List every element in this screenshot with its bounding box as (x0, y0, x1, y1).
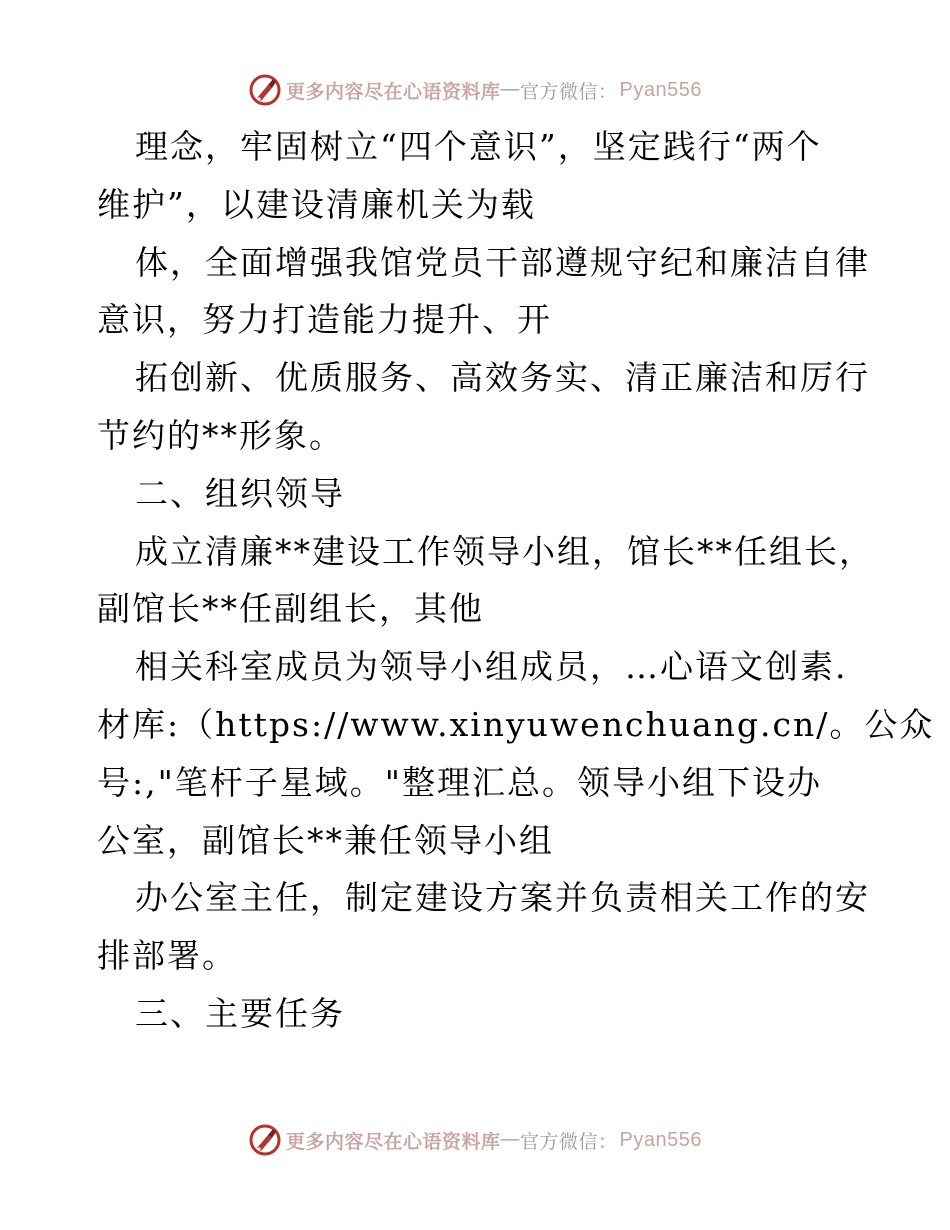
header-dash: — (500, 79, 521, 100)
body-line: 排部署。 (97, 936, 237, 976)
body-line: 成立清廉**建设工作领导小组，馆长**任组长， (135, 531, 874, 571)
pen-logo-icon (248, 1123, 282, 1157)
body-line: 拓创新、优质服务、高效务实、清正廉洁和厉行 (135, 358, 870, 398)
body-line: 体，全面增强我馆党员干部遵规守纪和廉洁自律 (135, 242, 870, 282)
document-body (97, 118, 935, 1043)
body-line: 相关科室成员为领导小组成员，…心语文创素. (135, 647, 848, 687)
footer-banner (0, 1122, 950, 1158)
body-line: 公室，副馆长**兼任领导小组 (97, 820, 554, 860)
pen-logo-icon (248, 73, 282, 107)
body-line: 意识，努力打造能力提升、开 (97, 300, 552, 340)
footer-wechat-id: Pyan556 (619, 1128, 702, 1151)
header-sub-text: 官方微信： (520, 80, 618, 103)
body-line: 号:,"笔杆子星域。"整理汇总。领导小组下设办 (97, 762, 822, 802)
body-line: 理念，牢固树立“四个意识”，坚定践行“两个 (135, 127, 822, 166)
footer-main-text: 更多内容尽在心语资料库 (286, 1130, 501, 1153)
section-heading-organization: 二、组织领导 (135, 473, 345, 513)
body-line: 维护”，以建设清廉机关为载 (97, 184, 536, 224)
footer-sub-text: 官方微信： (520, 1130, 618, 1153)
header-main-text: 更多内容尽在心语资料库 (286, 80, 501, 103)
header-banner (0, 72, 950, 108)
body-line: 办公室主任，制定建设方案并负责相关工作的安 (135, 878, 870, 918)
header-banner-text (286, 77, 702, 104)
body-line: 节约的**形象。 (97, 415, 344, 455)
footer-dash: — (500, 1129, 521, 1150)
body-line: 副馆长**任副组长，其他 (97, 589, 484, 629)
header-wechat-id: Pyan556 (619, 78, 702, 101)
section-heading-main-tasks: 三、主要任务 (135, 993, 345, 1033)
body-line-url: 材库:（https://www.xinyuwenchuang.cn/。公众 (97, 704, 935, 744)
footer-banner-text (286, 1127, 702, 1154)
